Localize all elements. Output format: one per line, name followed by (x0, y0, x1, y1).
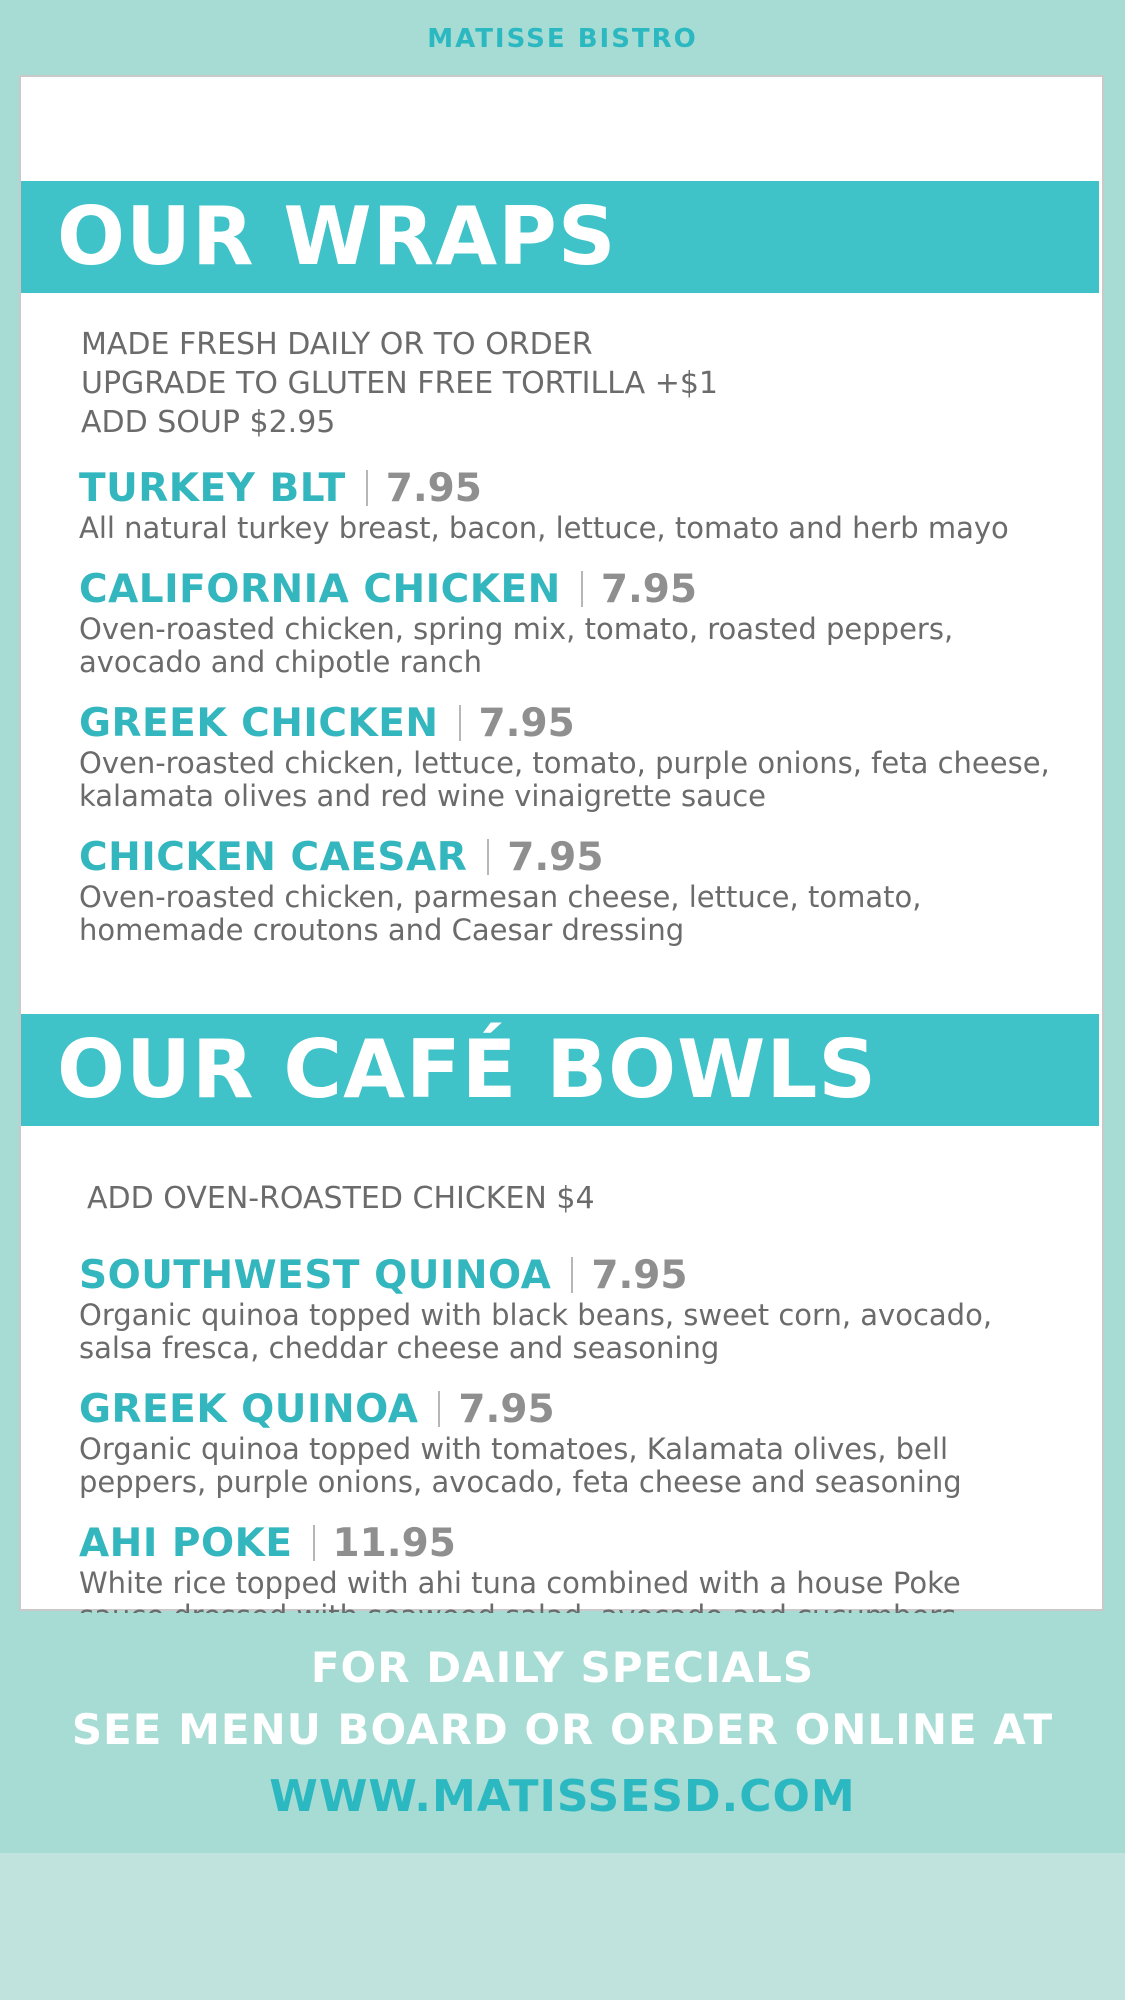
menu-item-turkey-blt (79, 464, 1079, 545)
item-name: TURKEY BLT (79, 465, 346, 511)
bowls-section-header (21, 1014, 1099, 1126)
item-description: Organic quinoa topped with black beans, sweet corn, avocado, (79, 1298, 993, 1332)
price-divider (459, 705, 461, 741)
item-description: All natural turkey breast, bacon, lettuce, tomato and herb mayo (79, 511, 1009, 545)
bowls-title: OUR CAFÉ BOWLS (57, 1023, 878, 1116)
item-description: kalamata olives and red wine vinaigrette sauce (79, 779, 767, 813)
wraps-title: OUR WRAPS (57, 190, 617, 283)
wraps-note: ADD SOUP $2.95 (81, 405, 336, 440)
item-name: GREEK QUINOA (79, 1386, 419, 1432)
menu-item-california-chicken (79, 565, 1079, 679)
item-price: 7.95 (478, 700, 575, 746)
item-name: GREEK CHICKEN (79, 700, 439, 746)
item-name: AHI POKE (79, 1520, 293, 1566)
website-link[interactable]: WWW.MATISSESD.COM (269, 1771, 856, 1822)
item-description: Organic quinoa topped with tomatoes, Kalamata olives, bell (79, 1432, 949, 1466)
item-name: CHICKEN CAESAR (79, 834, 468, 880)
price-divider (438, 1391, 440, 1427)
bowls-notes (87, 1179, 595, 1218)
item-description: peppers, purple onions, avocado, feta cheese and seasoning (79, 1465, 962, 1499)
daily-specials-text: FOR DAILY SPECIALS (310, 1643, 815, 1692)
item-description: avocado and chipotle ranch (79, 645, 482, 679)
bottom-strip (0, 1853, 1125, 2000)
wraps-section-header (21, 181, 1099, 293)
item-price: 7.95 (600, 566, 698, 612)
item-description: Oven-roasted chicken, spring mix, tomato, roasted peppers, (79, 612, 954, 646)
price-divider (313, 1525, 315, 1561)
price-divider (487, 839, 489, 875)
wraps-note: MADE FRESH DAILY OR TO ORDER (81, 327, 593, 362)
menu-item-chicken-caesar (79, 833, 1079, 947)
wraps-note: UPGRADE TO GLUTEN FREE TORTILLA +$1 (81, 366, 719, 401)
item-name: SOUTHWEST QUINOA (79, 1252, 552, 1298)
price-divider (581, 571, 583, 607)
item-price: 7.95 (385, 465, 482, 511)
footer-banner (0, 1613, 1125, 1853)
item-price: 7.95 (591, 1252, 688, 1298)
item-price: 7.95 (458, 1386, 555, 1432)
price-divider (571, 1257, 573, 1293)
menu-item-greek-chicken (79, 699, 1079, 813)
brand-name: MATISSE BISTRO (427, 24, 698, 54)
item-description: White rice topped with ahi tuna combined with a house Poke (79, 1566, 961, 1600)
bowls-note: ADD OVEN-ROASTED CHICKEN $4 (87, 1181, 595, 1216)
menu-item-southwest-quinoa (79, 1251, 1079, 1365)
price-divider (366, 470, 368, 506)
item-description: Oven-roasted chicken, parmesan cheese, lettuce, tomato, (79, 880, 922, 914)
item-price: 7.95 (507, 834, 604, 880)
order-online-text: SEE MENU BOARD OR ORDER ONLINE AT (71, 1705, 1054, 1754)
menu-item-greek-quinoa (79, 1385, 1079, 1499)
item-name: CALIFORNIA CHICKEN (79, 566, 561, 612)
item-description: Oven-roasted chicken, lettuce, tomato, purple onions, feta cheese, (79, 746, 1050, 780)
wraps-notes (81, 325, 718, 442)
menu-card (19, 75, 1104, 1611)
item-description: salsa fresca, cheddar cheese and seasoning (79, 1331, 720, 1365)
item-description: homemade croutons and Caesar dressing (79, 913, 685, 947)
item-price: 11.95 (332, 1520, 456, 1566)
